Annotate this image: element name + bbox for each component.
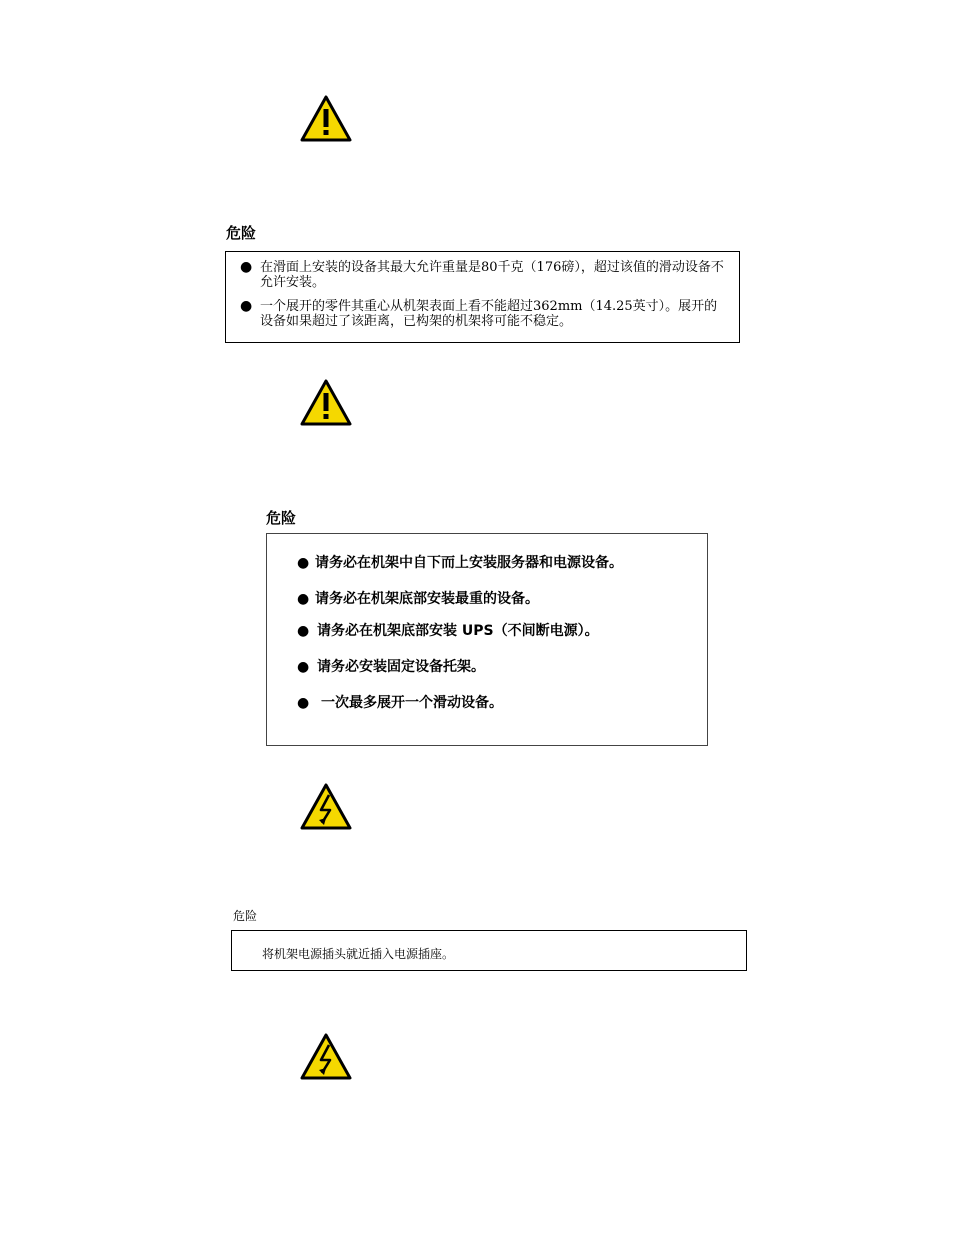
list-item: ● 一次最多展开一个滑动设备。: [297, 695, 503, 711]
bullet-icon: ●: [297, 623, 310, 639]
danger-list: [240, 260, 729, 329]
danger-text: 将机架电源插头就近插入电源插座。: [262, 947, 455, 961]
list-item: ● 请务必在机架底部安装最重的设备。: [297, 591, 539, 607]
bullet-icon: ●: [240, 259, 253, 275]
electrical-hazard-icon: [300, 783, 352, 830]
list-item: ● 请务必在机架中自下而上安装服务器和电源设备。: [297, 555, 623, 571]
list-item: ● 一个展开的零件其重心从机架表面上看不能超过362mm（14.25英寸）。展开的设备如果超过了该距离，已构架的机架将可能不稳定。: [240, 298, 718, 329]
electrical-hazard-icon: [300, 1033, 352, 1080]
bullet-icon: ●: [297, 659, 310, 675]
caution-exclamation-icon: [300, 95, 352, 142]
danger-notice-box: [231, 930, 747, 971]
danger-notice-box: [266, 533, 708, 746]
bullet-icon: ●: [297, 591, 310, 607]
bullet-icon: ●: [240, 298, 253, 314]
danger-label: 危险: [233, 909, 258, 923]
danger-notice-box: [225, 251, 740, 343]
caution-exclamation-icon: [300, 379, 352, 426]
danger-label: 危险: [226, 224, 257, 242]
danger-label: 危险: [266, 509, 297, 527]
list-item: ● 请务必安装固定设备托架。: [297, 659, 485, 675]
list-item: ● 在滑面上安装的设备其最大允许重量是80千克（176磅），超过该值的滑动设备不允许安装。: [240, 259, 724, 290]
bullet-icon: ●: [297, 555, 310, 571]
danger-list: [297, 554, 697, 730]
bullet-icon: ●: [297, 695, 310, 711]
list-item: ● 请务必在机架底部安装 UPS（不间断电源）。: [297, 623, 599, 639]
